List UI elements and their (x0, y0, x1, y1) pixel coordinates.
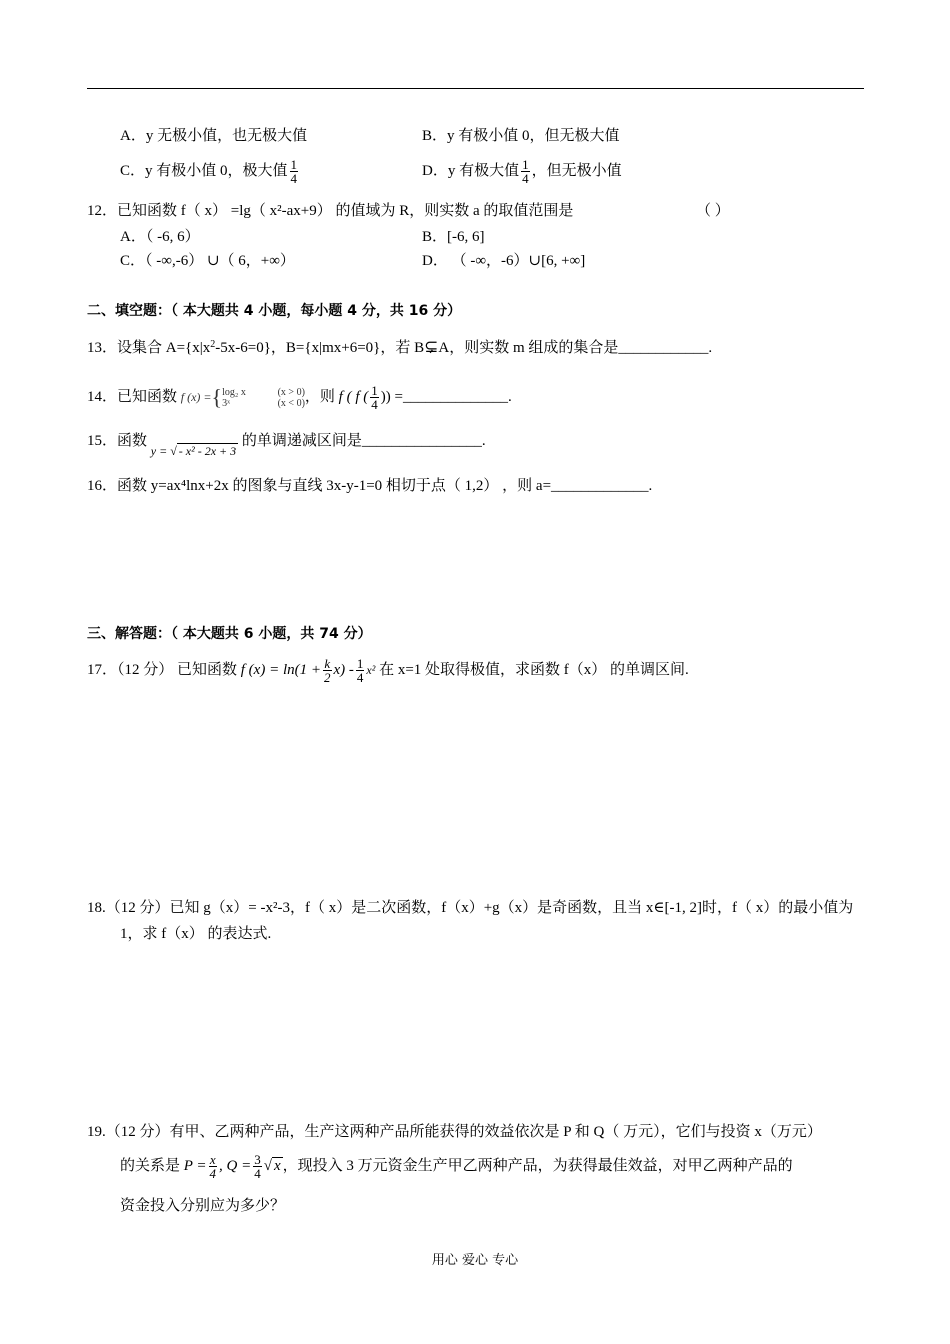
q18-line2: 1，求 f（x） 的表达式. (120, 926, 272, 942)
piecewise-cases: log₂ x 3ˣ (222, 386, 246, 409)
q12-stem: 12．已知函数 f（ x） =lg（ x²-ax+9） 的值域为 R，则实数 a 的取值范围是 (87, 203, 574, 219)
q19-line3: 资金投入分别应为多少？ (120, 1198, 286, 1214)
q12-answer-paren: （ ） (696, 203, 730, 219)
q17: 17．（12 分） 已知函数 f (x) = ln(1 + $\frac{k}{2}$ x) - $\frac{1}{4}$ x² 在 x=1 处取得极值，求函数 f（x） 的单调区间. (87, 656, 689, 686)
q11-option-a: A．y 无极小值，也无极大值 (120, 128, 308, 144)
page-footer: 用心 爱心 专心 (431, 1253, 519, 1268)
q11-option-d: D．y 有极大值 $\frac{1}{4}$ ，但无极小值 (422, 157, 622, 187)
q12-option-a: A．（ -6, 6） (120, 229, 200, 245)
section-answer-title: 三、解答题：（ 本大题共 6 小题，共 74 分） (87, 626, 372, 642)
q13: 13．设集合 $A=\{x|x^2-5x-6=0\}$，B={x|mx+6=0}，若 B⊊A，则实数 m 组成的集合是____________. (87, 337, 713, 356)
piecewise-brace-icon: { (211, 384, 223, 410)
q12-option-d: D． （ -∞，-6）∪[6, +∞] (422, 253, 586, 269)
q11-option-c: C．y 有极小值 0，极大值 $\frac{1}{4}$ (120, 157, 298, 187)
header-rule (87, 88, 864, 89)
q14: 14．已知函数 f (x) ={ log₂ x 3ˣ (x > 0) (x < 0) ，则 f ( f ( $\frac{1}{4}$ )) =______________. (87, 383, 512, 413)
q19-line2: 的关系是 P = $\frac{x}{4}$ , Q = $\frac{3}{4}$ √ x ，现投入 3 万元资金生产甲乙两种产品，为获得最佳效益，对甲乙两种产品的 (120, 1152, 793, 1182)
section-fill-in-title: 二、填空题：（ 本大题共 4 小题，每小题 4 分，共 16 分） (87, 303, 462, 319)
q15-function: y = √ - x² - 2x + 3 (150, 444, 237, 458)
q12-option-b: B．[-6, 6] (422, 229, 485, 245)
q16: 16．函数 y=ax⁴lnx+2x 的图象与直线 3x-y-1=0 相切于点（ 1,2） ，则 a=_____________. (87, 478, 653, 494)
q18-line1: 18.（12 分）已知 g（x）= -x²-3，f（ x）是二次函数，f（x）+g（x）是奇函数，且当 x∈[-1, 2]时，f（ x）的最小值为 (87, 900, 854, 916)
piecewise-conditions: (x > 0) (x < 0) (277, 386, 305, 409)
q19-line1: 19.（12 分）有甲、乙两种产品，生产这两种产品所能获得的效益依次是 P 和 Q（ 万元），它们与投资 x（万元） (87, 1124, 822, 1140)
q11-option-b: B．y 有极小值 0，但无极大值 (422, 128, 620, 144)
q15: 15．函数 $_{y = √ - x^2 - 2x + 3}$ 的单调递减区间是________________. (87, 433, 486, 458)
subsetneq-symbol: ⊊ (424, 337, 439, 356)
q12-option-c: C．（ -∞,-6） ∪（ 6，+∞） (120, 253, 295, 269)
